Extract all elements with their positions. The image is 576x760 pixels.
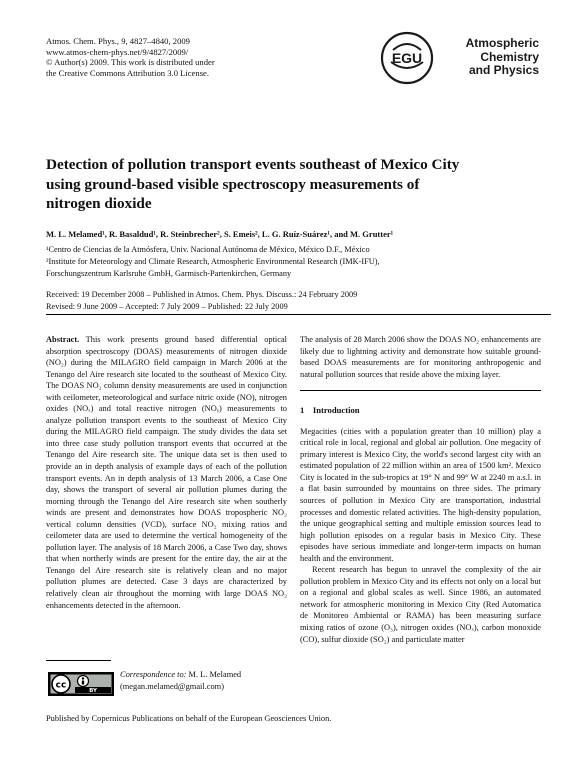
journal-name [439,37,539,78]
title-line2: using ground-based visible spectroscopy measurements of [46,175,420,193]
header-divider [46,314,551,315]
correspondence [120,669,241,692]
cc-icon [49,673,113,695]
abstract-column [46,334,287,611]
intro-paragraph-1: Megacities (cities with a population greater than 10 million) play a critical role in local, regional and global air pollution. One megacity of primary interest is Mexico City, the world's second largest city with an estimated population of 22 million within an area of 1500 km². Mexico City is located in the sub-tropics at 19° N and 99° W at 2240 m a.s.l. in a flat basin surrounded by mountains on three sides. The primary sources of pollution in Mexico City are transportation, industrial processes and domestic related activities. The high-density population, the unique geographical setting and multiple emission sources lead to high pollution episodes on a regular basis in Mexico City. These episodes have serious immediate and longer-term impacts on human health and the environment. [300,426,541,563]
journal-logo [379,30,539,86]
title-line3: nitrogen dioxide [46,195,152,212]
abstract-continued: The analysis of 28 March 2006 show the DOAS NO₂ enhancements are likely due to lightning activity and demonstrate how suitable ground-based DOAS measurements are for monitoring anthropogenic and natural pollution sources that reside above the mixing layer. [300,335,541,379]
abstract-text: This work presents ground based differential optical absorption spectroscopy (DOAS) measurements of nitrogen dioxide (NO₂) during the MILAGRO field campaign in March 2006 at the Tenango del Aire research site located to the southeast of Mexico City. The DOAS NO₂ column density measurements are used in conjunction with ceilometer, meteorological and surface nitric oxide (NO), nitrogen oxides (NOₓ) and total reactive nitrogen (NOᵧ) measurements to analyze pollution transport events to the southeast of Mexico City during the MILAGRO field campaign. The study divides the data set into three case study pollution transport events that occurred at the Tenango del Aire research site. The unique data set is then used to provide an in depth analysis of example days of each of the pollution transport events. An in depth analysis of 13 March 2006, a Case One day, shows the transport of several air pollution plumes during the morning through the Tenango del Aire research site when southerly winds are present and demonstrates how DOAS tropospheric NO₂ vertical column densities (VCD), surface NO₂ mixing ratios and ceilometer data are used to determine the vertical homogeneity of the pollution layer. The analysis of 18 March 2006, a Case Two day, shows that when northerly winds are present for the entire day, the air at the Tenango del Aire research site is relatively clean and no major pollution plumes are detected. Case 3 days are characterized by relatively clean air throughout the morning with large DOAS NO₂ enhancements detected in the afternoon. [46,335,287,610]
intro-paragraph-2: Recent research has begun to unravel the complexity of the air pollution problem in Mexico City and its effects not only on a local but on a regional and global scales as well. Since 1986, an automated network for atmospheric monitoring in Mexico City (Red Automatica de Monitoreo Ambiental or RAMA) has been measuring surface mixing ratios of ozone (O₃), nitrogen oxides (NOₓ), carbon monoxide (CO), sulfur dioxide (SO₂) and particulate matter [300,565,541,644]
abstract-label: Abstract. [46,335,80,344]
footnote-divider [46,660,111,661]
title-line1: Detection of pollution transport events southeast of Mexico City [46,156,460,173]
article-header [46,36,306,78]
article-url[interactable]: www.atmos-chem-phys.net/9/4827/2009/ [46,46,189,57]
abstract-paragraph [46,334,287,611]
revised-line: Revised: 9 June 2009 – Accepted: 7 July 2009 – Published: 22 July 2009 [46,301,288,311]
author-list: M. L. Melamed¹, R. Basaldud¹, R. Steinbrecher², S. Emeis², L. G. Ruíz-Suárez¹, and M. Grutter¹ [46,229,394,239]
egu-logo-icon [379,30,435,86]
correspondence-name: M. L. Melamed [188,670,242,679]
copyright-line: © Author(s) 2009. This work is distributed under [46,57,215,68]
journal-name-line3: and Physics [468,63,539,77]
logo-letters: EGU [391,50,423,66]
section-number: 1 [300,405,305,416]
correspondence-label: Correspondence to: [120,670,187,679]
abstract-end-divider [300,380,541,391]
svg-text:cc: cc [55,680,67,691]
section-title: Introduction [312,405,360,416]
journal-name-line1: Atmospheric [465,36,539,50]
publisher-footer: Published by Copernicus Publications on behalf of the European Geosciences Union. [46,714,332,723]
publication-dates [46,289,546,313]
citation: Atmos. Chem. Phys., 9, 4827–4840, 2009 [46,36,190,46]
affiliation-1: ¹Centro de Ciencias de la Atmósfera, Univ. Nacional Autónoma de México, México D.F., México [46,245,370,254]
paper-title [46,155,536,214]
svg-text:BY: BY [89,688,97,694]
journal-name-line2: Chemistry [480,49,539,64]
cc-by-license-icon[interactable] [48,672,114,696]
affiliation-2: ²Institute for Meteorology and Climate Research, Atmospheric Environmental Research (IMK-IFU), [46,256,380,266]
section-heading [300,405,541,417]
correspondence-line [120,669,241,681]
license-line: the Creative Commons Attribution 3.0 License. [46,67,210,78]
correspondence-email[interactable]: (megan.melamed@gmail.com) [120,681,224,691]
affiliations [46,244,546,279]
right-column [300,334,541,645]
affiliation-2-cont: Forschungszentrum Karlsruhe GmbH, Garmisch-Partenkirchen, Germany [46,268,292,278]
received-line: Received: 19 December 2008 – Published in Atmos. Chem. Phys. Discuss.: 24 February 2009 [46,290,358,299]
